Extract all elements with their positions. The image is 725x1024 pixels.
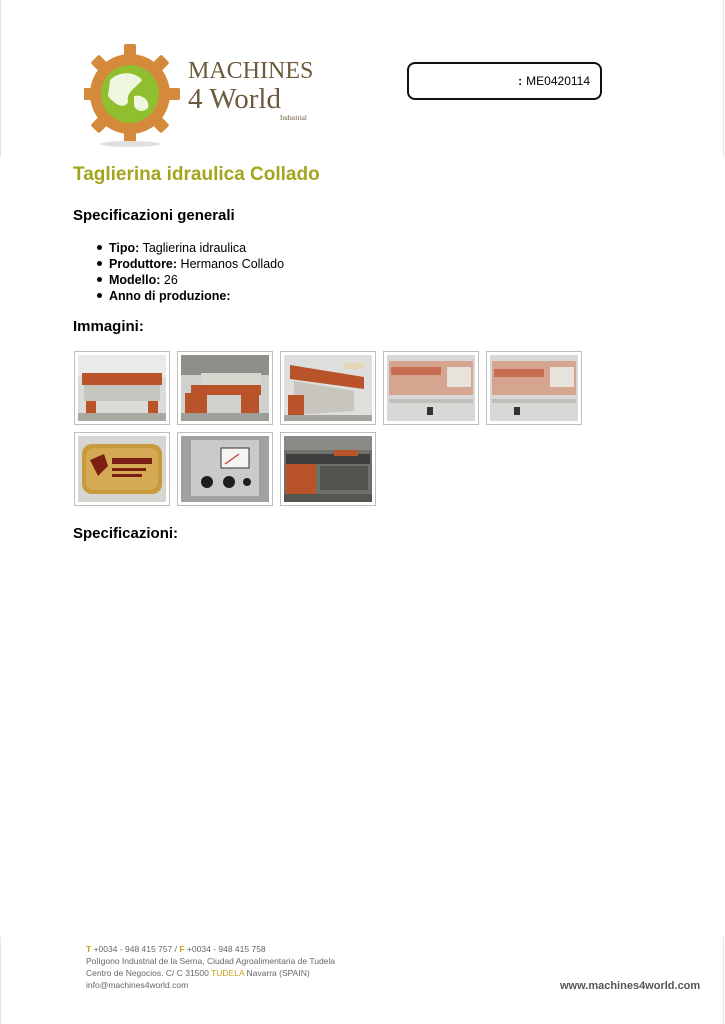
logo-line3: Industrial (280, 114, 307, 122)
page-title: Taglierina idraulica Collado (73, 164, 320, 185)
image-thumbnail[interactable] (383, 351, 479, 425)
image-thumbnail[interactable] (280, 351, 376, 425)
image-thumbnail[interactable] (280, 432, 376, 506)
spec-label: Anno di produzione: (109, 289, 231, 303)
address-street: Centro de Negocios. C/ C 31500 (86, 968, 209, 978)
reference-label: : (518, 74, 523, 88)
general-specs-heading: Specificazioni generali (73, 207, 235, 224)
image-thumbnail[interactable] (177, 351, 273, 425)
spec-value: 26 (163, 273, 178, 287)
fax-prefix: F (179, 944, 185, 954)
footer-address-1: Polígono Industrial de la Serna, Ciudad Agroalimentaria de Tudela (86, 956, 336, 966)
shear-machine-photo (181, 355, 269, 421)
logo-line1: MACHINES (188, 58, 314, 84)
spec-value: Hermanos Collado (180, 257, 285, 271)
footer-phone-line (86, 943, 335, 955)
footer-contact (86, 943, 335, 991)
spec-item-model (95, 272, 284, 288)
image-thumbnail[interactable] (74, 432, 170, 506)
general-specs-list (95, 240, 284, 304)
shear-machine-photo (284, 436, 372, 502)
footer-email[interactable]: info@machines4world.com (86, 980, 189, 990)
page-edge-bottom-left (0, 937, 1, 1024)
footer-address-2 (86, 967, 335, 979)
logo-line2: 4 World (188, 83, 281, 115)
spec-item-type (95, 240, 284, 256)
phone-number: +0034 - 948 415 757 / (93, 944, 177, 954)
fax-number: +0034 - 948 415 758 (186, 944, 266, 954)
shear-machine-photo (284, 355, 372, 421)
machines4world-logo (84, 38, 334, 150)
spec-item-manufacturer (95, 256, 284, 272)
shear-machine-photo (78, 355, 166, 421)
blade-detail-photo (387, 355, 475, 421)
image-thumbnail[interactable] (74, 351, 170, 425)
control-gauge-photo (181, 436, 269, 502)
reference-box (407, 62, 602, 100)
page-edge-bottom-right (723, 937, 724, 1024)
page-edge-left (0, 0, 1, 157)
image-thumbnail[interactable] (177, 432, 273, 506)
specs-heading: Specificazioni: (73, 525, 179, 542)
phone-prefix: T (86, 944, 92, 954)
spec-label: Modello: (109, 273, 161, 287)
image-thumbnail[interactable] (486, 351, 582, 425)
spec-value: Taglierina idraulica (142, 241, 247, 255)
footer-website-link[interactable]: www.machines4world.com (560, 980, 701, 992)
spec-item-year (95, 288, 284, 304)
images-heading: Immagini: (73, 318, 144, 335)
address-city: TUDELA (211, 968, 245, 978)
page-edge-right (723, 0, 724, 157)
spec-label: Tipo: (109, 241, 140, 255)
address-region: Navarra (SPAIN) (246, 968, 310, 978)
reference-value: ME0420114 (526, 74, 590, 88)
manufacturer-plate-photo (78, 436, 166, 502)
spec-label: Produttore: (109, 257, 178, 271)
blade-detail-photo (490, 355, 578, 421)
